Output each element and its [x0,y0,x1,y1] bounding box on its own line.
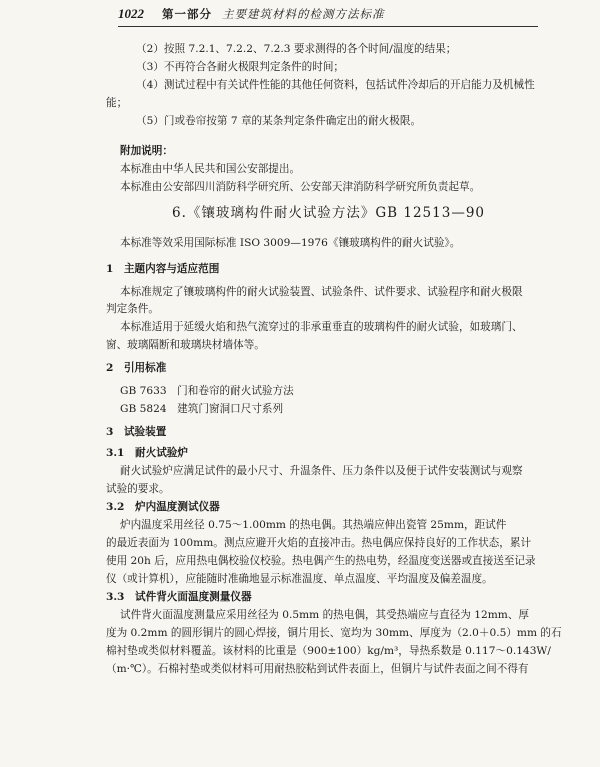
paragraph-line: （m·℃）。石棉衬垫或类似材料可用耐热胶粘到试件表面上，但铜片与试件表面之间不得有 [106,663,529,675]
section-3-2-heading: 3.2 炉内温度测试仪器 [106,501,220,513]
header-subtitle: 主要建筑材料的检测方法标准 [222,7,385,21]
running-header [118,6,538,27]
list-item: 能； [106,97,128,109]
paragraph-line: 炉内温度采用丝径 0.75～1.00mm 的热电偶。其热端应伸出瓷管 25mm，距试件 [120,519,507,531]
paragraph-line: 棉衬垫或类似材料覆盖。该材料的比重是（900±100）kg/m³，导热系数是 0.117～0.143W/ [106,645,551,657]
paragraph-line: 的最近表面为 100mm。测点应避开火焰的直接冲击。热电偶应保持良好的工作状态，累计 [106,537,532,549]
list-item: （5）门或卷帘按第 7 章的某条判定条件确定出的耐火极限。 [136,115,422,127]
paragraph-line: 本标准规定了镶玻璃构件的耐火试验装置、试验条件、试件要求、试验程序和耐火极限 [120,286,523,298]
section-3-heading: 3 试验装置 [106,426,167,438]
paragraph-line: 本标准适用于延缓火焰和热气流穿过的非承重垂直的玻璃构件的耐火试验，如玻璃门、 [120,321,523,333]
paragraph-line: 耐火试验炉应满足试件的最小尺寸、升温条件、压力条件以及便于试件安装测试与观察 [120,465,523,477]
standard-title: 6.《镶玻璃构件耐火试验方法》GB 12513—90 [172,205,485,221]
paragraph-line: 度为 0.2mm 的圆形铜片的圆心焊接，铜片用长、宽均为 30mm、厚度为（2.0＋0.5）mm 的石 [106,627,562,639]
paragraph-line: 使用 20h 后，应用热电偶校验仪校验。热电偶产生的热电势，经温度变送器或直接送至记录 [106,555,536,567]
note-line: 本标准由公安部四川消防科学研究所、公安部天津消防科学研究所负责起草。 [120,181,481,193]
paragraph-line: 判定条件。 [106,303,159,315]
list-item: （3）不再符合各耐火极限判定条件的时间； [136,61,345,73]
page-number: 1022 [118,6,144,21]
reference-item: GB 7633 门和卷帘的耐火试验方法 [120,385,294,397]
section-2-heading: 2 引用标准 [106,362,167,374]
notes-heading: 附加说明： [120,145,173,157]
reference-item: GB 5824 建筑门窗洞口尺寸系列 [120,403,284,415]
section-3-1-heading: 3.1 耐火试验炉 [106,447,188,459]
note-line: 本标准由中华人民共和国公安部提出。 [120,163,301,175]
list-item: （4）测试过程中有关试件性能的其他任何资料，包括试件冷却后的开启能力及机械性 [136,79,535,91]
part-label: 第一部分 [162,7,212,21]
paragraph-line: 仪（或计算机），应能随时准确地显示标准温度、单点温度、平均温度及偏差温度。 [106,573,493,585]
standard-intro: 本标准等效采用国际标准 ISO 3009—1976《镶玻璃构件的耐火试验》。 [120,237,461,249]
paragraph-line: 试件背火面温度测量应采用丝径为 0.5mm 的热电偶，其受热端应与直径为 12mm、厚 [120,609,530,621]
list-item: （2）按照 7.2.1、7.2.2、7.2.3 要求测得的各个时间/温度的结果； [136,43,457,55]
section-1-heading: 1 主题内容与适应范围 [106,263,220,275]
paragraph-line: 试验的要求。 [106,483,170,495]
paragraph-line: 窗、玻璃隔断和玻璃块材墙体等。 [106,339,265,351]
section-3-3-heading: 3.3 试件背火面温度测量仪器 [106,591,252,603]
